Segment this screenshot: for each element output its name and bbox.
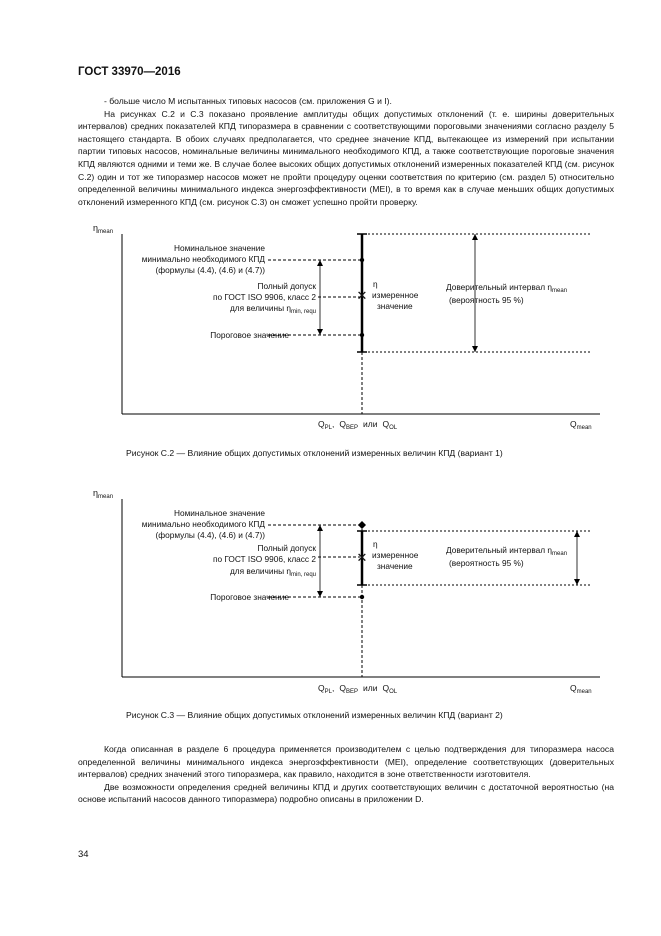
page-number: 34 xyxy=(78,849,89,860)
svg-text:QPL,QBEPилиQOL: $Q_{PL}$, $Q_{BEP}$ или $Q_{OL}$ xyxy=(318,683,398,695)
svg-text:Qmean: $Q_{mean}$ xyxy=(570,419,592,431)
figure-c3 xyxy=(0,487,661,707)
svg-text:Номинальное значение: Номинальное значение xyxy=(173,508,265,518)
svg-text:Пороговое значение: Пороговое значение xyxy=(210,330,289,340)
svg-text:измеренное: измеренное xyxy=(372,550,419,560)
svg-text:ηmean: $\eta_{mean}$ xyxy=(93,223,114,235)
svg-text:η: η xyxy=(373,539,378,549)
intro-paragraph: На рисунках С.2 и С.3 показано проявление амплитуды общих допустимых отклонений (т. е. ширины доверительных интервалов) средних показателей КПД типоразмера в сравнении с соответствующими пороговыми значениями согласно разделу 5 настоящего стандарта. В обоих случаях предполагается, что среднее значение КПД, вытекающее из измерений при испытании партии типовых насосов, номинальные величины минимального необходимого КПД, а также соответствующие пороговые значения КПД являются одними и теми же. В случае более высоких общих допустимых отклонений измеренных показателей КПД (см. рисунок С.2) один и тот же типоразмер насосов может не пройти процедуру оценки соответствия по критерию (см. раздел 5) относительно определенной величины минимального индекса энергоэффективности (MEI), в то время как в случае меньших общих допустимых отклонений измеренного КПД (см. рисунок С.3) он сможет успешно пройти проверку. xyxy=(78,108,614,207)
svg-text:Доверительный интервал ηmean: Доверительный интервал $\eta_{mean}$ xyxy=(446,282,568,294)
svg-text:✕: ✕ xyxy=(356,550,368,565)
svg-text:(формулы (4.4), (4.6) и (4.7)): (формулы (4.4), (4.6) и (4.7)) xyxy=(155,530,265,540)
figure-c2-caption: Рисунок С.2 — Влияние общих допустимых отклонений измеренных величин КПД (вариант 1) xyxy=(126,448,503,458)
svg-text:Полный допуск: Полный допуск xyxy=(257,543,316,553)
svg-text:измеренное: измеренное xyxy=(372,290,419,300)
svg-text:для величины ηmin, requ: для величины $\eta_{min, requ}$ xyxy=(229,566,316,578)
outro-paragraph-2: Две возможности определения средней величины КПД и других соответствующих величин с достаточной вероятностью (на основе испытаний насосов данного типоразмера) подробно описаны в приложении D. xyxy=(78,781,614,805)
svg-text:Qmean: $Q_{mean}$ xyxy=(570,683,592,695)
svg-text:η: η xyxy=(373,279,378,289)
svg-text:Пороговое значение: Пороговое значение xyxy=(210,592,289,602)
svg-text:по ГОСТ ISO 9906, класс 2: по ГОСТ ISO 9906, класс 2 xyxy=(212,292,316,302)
svg-text:значение: значение xyxy=(377,561,413,571)
svg-text:QPL,QBEPилиQOL: $Q_{PL}$, $Q_{BEP}$ или $Q_{OL}$ xyxy=(318,419,398,431)
svg-text:✕: ✕ xyxy=(356,288,368,303)
figure-c3-caption: Рисунок С.3 — Влияние общих допустимых отклонений измеренных величин КПД (вариант 2) xyxy=(126,710,503,720)
intro-text xyxy=(78,95,614,208)
svg-text:по ГОСТ ISO 9906, класс 2: по ГОСТ ISO 9906, класс 2 xyxy=(212,554,316,564)
intro-bullet: - больше число М испытанных типовых насосов (см. приложения G и I). xyxy=(104,96,392,106)
svg-text:(вероятность 95 %): (вероятность 95 %) xyxy=(449,295,524,305)
svg-text:минимально необходимого КПД: минимально необходимого КПД xyxy=(141,254,265,264)
svg-text:Доверительный интервал ηmean: Доверительный интервал $\eta_{mean}$ xyxy=(446,545,568,557)
outro-paragraph-1: Когда описанная в разделе 6 процедура применяется производителем с целью подтверждения для типоразмера насоса определенной величины минимального индекса энергоэффективности (MEI), определение соответствующих (доверительных интервалов) средних значений этого типоразмера, как правило, находится в зоне ответственности изготовителя. xyxy=(78,744,614,780)
svg-text:(формулы (4.4), (4.6) и (4.7)): (формулы (4.4), (4.6) и (4.7)) xyxy=(155,265,265,275)
svg-text:Номинальное значение: Номинальное значение xyxy=(173,243,265,253)
svg-text:для величины ηmin, requ: для величины $\eta_{min, requ}$ xyxy=(229,303,316,315)
svg-text:(вероятность 95 %): (вероятность 95 %) xyxy=(449,558,524,568)
svg-text:ηmean: $\eta_{mean}$ xyxy=(93,488,114,500)
outro-text xyxy=(78,743,614,806)
document-header: ГОСТ 33970—2016 xyxy=(78,66,181,78)
svg-text:значение: значение xyxy=(377,301,413,311)
svg-text:Полный допуск: Полный допуск xyxy=(257,281,316,291)
svg-text:минимально необходимого КПД: минимально необходимого КПД xyxy=(141,519,265,529)
figure-c2 xyxy=(0,222,661,442)
